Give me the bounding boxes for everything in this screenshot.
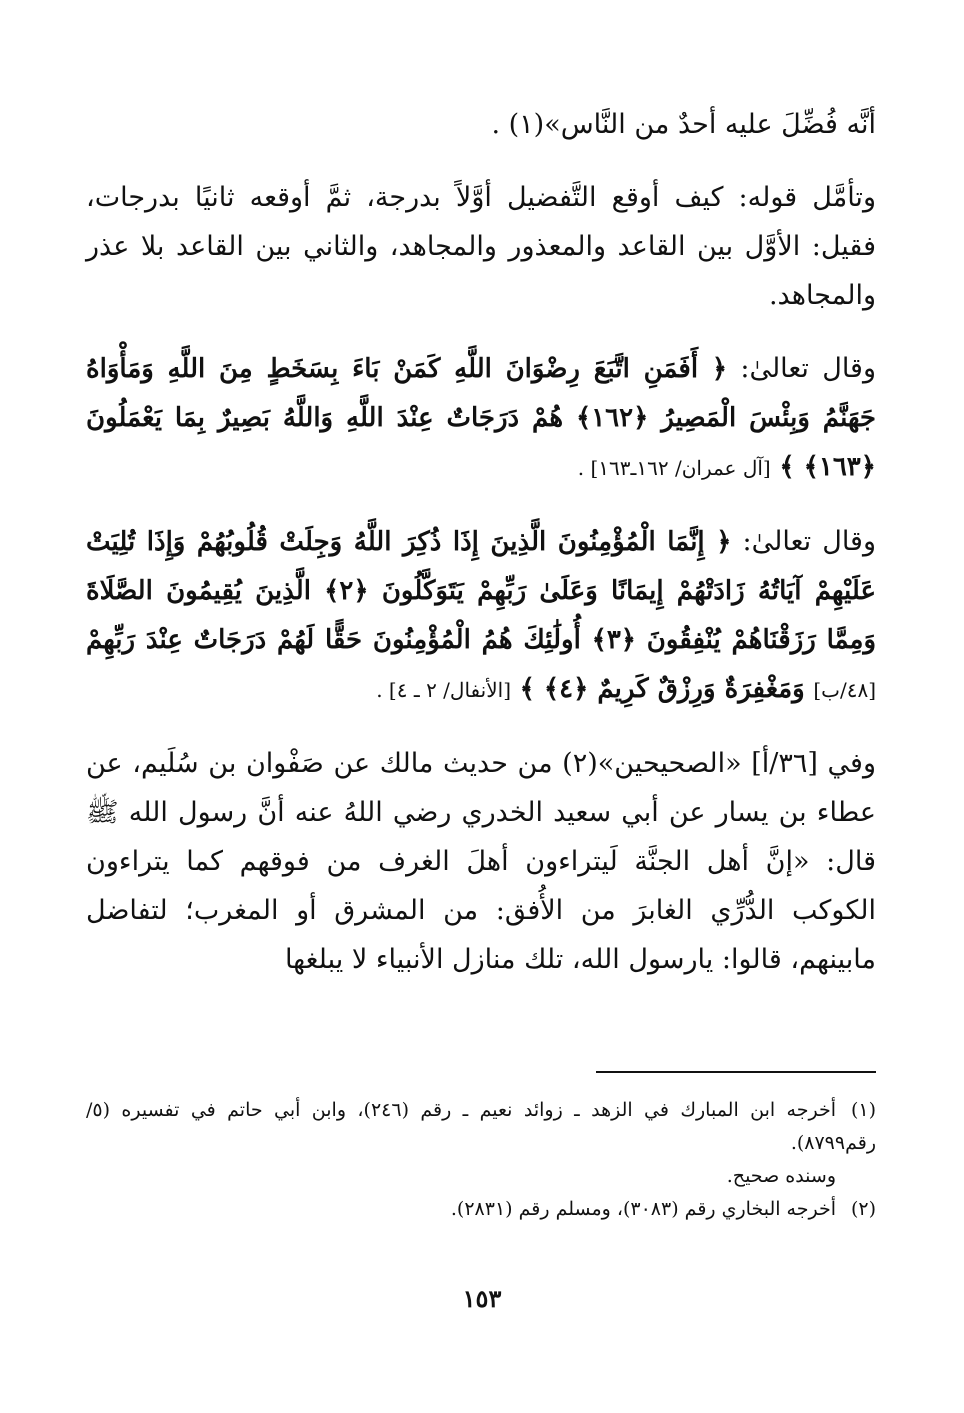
quran-verse: ﴿ أَفَمَنِ اتَّبَعَ رِضْوَانَ اللَّهِ كَمَنْ بَاءَ بِسَخَطٍ مِنَ اللَّهِ وَمَأْوَاهُ جَهَنَّمُ وَبِئْسَ الْمَصِيرُ ﴿١٦٢﴾ هُمْ دَرَجَاتٌ عِنْدَ اللَّهِ وَاللَّهُ بَصِيرٌ بِمَا يَعْمَلُونَ ﴿١٦٣﴾ ﴾ xyxy=(86,354,877,482)
verse-block-2 xyxy=(86,517,876,715)
footnote-1 xyxy=(86,1094,876,1160)
footnote-divider xyxy=(596,1071,876,1073)
quran-verse: ﴿ إِنَّمَا الْمُؤْمِنُونَ الَّذِينَ إِذَا ذُكِرَ اللَّهُ وَجِلَتْ قُلُوبُهُمْ وَإِذَا تُلِيَتْ عَلَيْهِمْ آيَاتُهُ زَادَتْهُمْ إِيمَانًا وَعَلَىٰ رَبِّهِمْ يَتَوَكَّلُونَ ﴿٢﴾ الَّذِينَ يُقِيمُونَ الصَّلَاةَ وَمِمَّا رَزَقْنَاهُمْ يُنْفِقُونَ ﴿٣﴾ أُولَٰئِكَ هُمُ الْمُؤْمِنُونَ حَقًّا لَهُمْ دَرَجَاتٌ عِنْدَ رَبِّهِمْ xyxy=(86,527,877,655)
paragraph-tafdil: وتأمَّل قوله: كيف أوقع التَّفضيل أوَّلاً بدرجة، ثمَّ أوقعه ثانيًا بدرجات، فقيل: الأوَّل بين القاعد والمعذور والمجاهد، والثاني بين القاعد بلا عذر والمجاهد. xyxy=(86,182,876,311)
footnote-number: (١) xyxy=(850,1099,876,1121)
verse-intro: وقال تعالىٰ: xyxy=(742,526,876,557)
page-number: ١٥٣ xyxy=(462,1284,502,1313)
footnote-2 xyxy=(86,1193,876,1226)
footnotes xyxy=(86,1094,876,1226)
verse-intro: وقال تعالىٰ: xyxy=(740,353,877,384)
verse-reference: [الأنفال/ ٢ ـ ٤] . xyxy=(376,678,511,702)
footnote-text: أخرجه البخاري رقم (٣٠٨٣)، ومسلم رقم (٢٨٣١). xyxy=(450,1198,836,1220)
verse-reference: [آل عمران/ ١٦٢ـ١٦٣] . xyxy=(577,456,771,480)
footnote-number: (٢) xyxy=(850,1198,876,1220)
footnote-1-continuation: وسنده صحيح. xyxy=(726,1165,836,1187)
paragraph-opening: أنَّه فُضِّلَ عليه أحدٌ من النَّاس»(١) . xyxy=(491,109,876,140)
quran-verse-end: وَمَغْفِرَةٌ وَرِزْقٌ كَرِيمٌ ﴿٤﴾ ﴾ xyxy=(519,674,805,704)
verse-block-1 xyxy=(86,344,876,493)
paragraph-hadith: وفي [٣٦/أ] «الصحيحين»(٢) من حديث مالك عن صَفْوان بن سُلَيم، عن عطاء بن يسار عن أبي سعيد الخدري رضي اللهُ عنه أنَّ رسول الله ﷺ قال: «إنَّ أهل الجنَّة لَيتراءون أهلَ الغرف من فوقهم كما يتراءون الكوكب الدُّرِّي الغابرَ من الأُفق: من المشرق أو المغرب؛ لتفاضل مابينهم، قالوا: يارسول الله، تلك منازل الأنبياء لا يبلغها xyxy=(86,748,876,975)
page-body xyxy=(86,100,876,984)
manuscript-marker: [٤٨/ب] xyxy=(813,678,876,702)
footnote-text: أخرجه ابن المبارك في الزهد ـ زوائد نعيم ـ رقم (٢٤٦)، وابن أبي حاتم في تفسيره (٥/ رقم٨٧٩٩). xyxy=(86,1099,876,1154)
